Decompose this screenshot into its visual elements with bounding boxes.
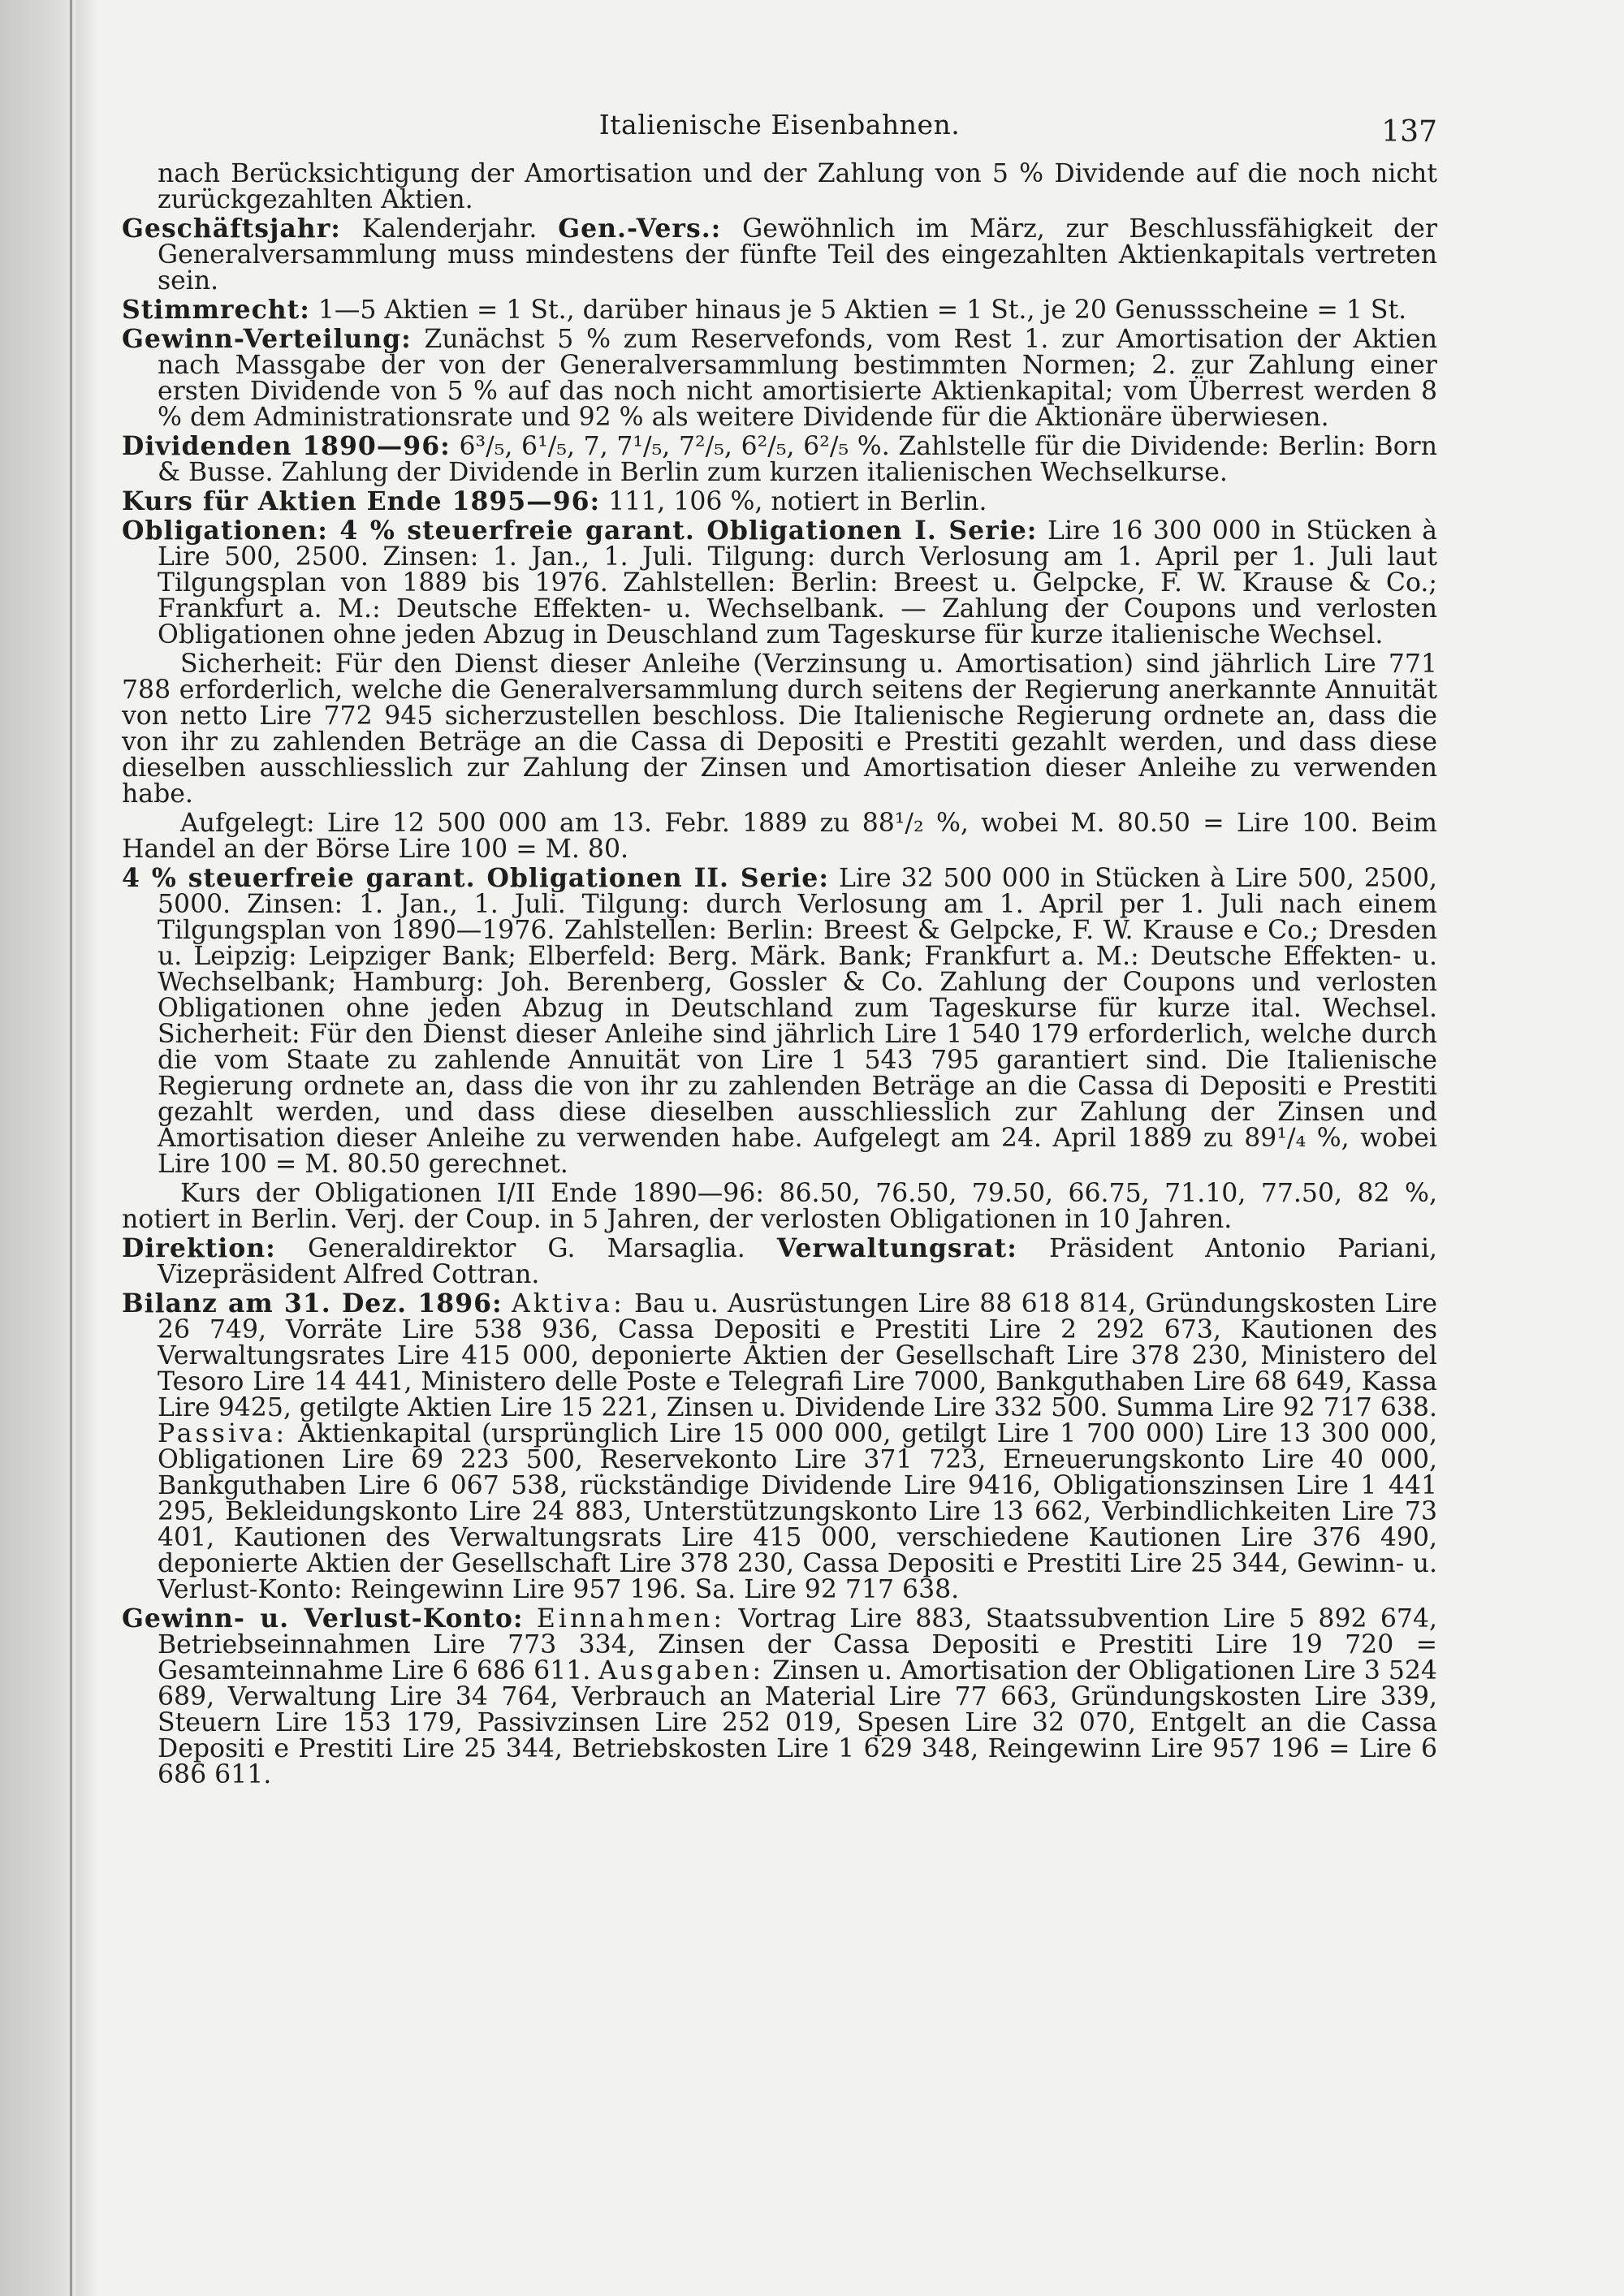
paragraph-gewinn-verteilung — [122, 326, 1437, 430]
entry-label: Kurs für Aktien Ende 1895—96: — [122, 486, 601, 516]
paragraph-dividenden — [122, 431, 1438, 487]
entry-label: Bilanz am 31. Dez. 1896: — [122, 1288, 503, 1318]
einnahmen-label: Einnahmen: — [536, 1604, 726, 1634]
paragraph-continuation — [122, 161, 1437, 213]
aktiva-label: Aktiva: — [511, 1289, 625, 1318]
entry-text: Kalenderjahr. — [361, 214, 538, 244]
entry-label: Dividenden 1890—96: — [122, 431, 451, 461]
passiva-label: Passiva: — [158, 1419, 288, 1448]
entry-text: 1—5 Aktien = 1 St., darüber hinaus je 5 Aktien = 1 St., je 20 Genussscheine = 1 St. — [317, 296, 1407, 325]
page-number: 137 — [1381, 115, 1437, 149]
page-binding-edge — [0, 0, 96, 2296]
entry-text: Zinsen u. Amortisation der Obligationen Lire 3 524 689, Verwaltung Lire 34 764, Verbrauch an Material Lire 77 663, Gründungskosten Lire 339, Steuern Lire 153 179, Passivzinsen Lire 252 019, Spesen Lire 32 070, Entgelt an die Cassa Depositi e Prestiti Lire 25 344, Betriebskosten Lire 1 629 348, Reingewinn Lire 957 196 = Lire 6 686 611. — [158, 1656, 1438, 1789]
entry-label: Stimmrecht: — [122, 295, 310, 325]
entry-label: Gewinn-Verteilung: — [122, 324, 412, 354]
entry-text: Vortrag Lire 883, Staatssubvention Lire 5 892 674, Betriebseinnahmen Lire 773 334, Zinsen der Cassa Depositi e Prestiti Lire 19 720 = Gesamteinnahme Lire 6 686 611. — [158, 1604, 1438, 1685]
running-header — [122, 104, 1437, 161]
entry-label: Gen.-Vers.: — [558, 214, 722, 244]
document-page — [122, 104, 1437, 1791]
entry-text: 111, 106 %, notiert in Berlin. — [608, 487, 987, 516]
paragraph-text: Sicherheit: Für den Dienst dieser Anleihe (Verzinsung u. Amortisation) sind jährlich Lire 771 788 erforderlich, welche die Generalversammlung durch seitens der Regierung anerkannte Annuität von netto Lire 772 945 sicherzustellen beschloss. Die Italienische Regierung ordnete an, dass die von ihr zu zahlenden Beträge an die Cassa di Depositi e Prestiti gezahlt werden, und dass diese dieselben ausschliesslich zur Zahlung der Zinsen und Amortisation dieser Anleihe zu verwenden habe. — [122, 650, 1437, 809]
paragraph-text: Aufgelegt: Lire 12 500 000 am 13. Febr. 1889 zu 88¹/₂ %, wobei M. 80.50 = Lire 100. Beim Handel an der Börse Lire 100 = M. 80. — [122, 809, 1437, 864]
ausgaben-label: Ausgaben: — [598, 1656, 765, 1685]
running-title: Italienische Eisenbahnen. — [598, 109, 961, 140]
entry-label: Verwaltungsrat: — [776, 1233, 1017, 1263]
paragraph-bilanz — [122, 1288, 1437, 1604]
paragraph-kurs-aktien — [122, 486, 1437, 516]
entry-text: Bau u. Ausrüstungen Lire 88 618 814, Gründungskosten Lire 26 749, Vorräte Lire 538 936, Cassa Depositi e Prestiti Lire 2 292 673, Kautionen des Verwaltungsrates Lire 415 000, deponierte Aktien der Gesellschaft Lire 378 230, Ministero del Tesoro Lire 14 441, Ministero delle Poste e Telegrafi Lire 7000, Bankguthaben Lire 68 649, Kassa Lire 9425, getilgte Aktien Lire 15 221, Zinsen u. Dividende Lire 332 500. Summa Lire 92 717 638. — [158, 1289, 1437, 1422]
entry-label: 4 % steuerfreie garant. Obligationen II. Serie: — [122, 863, 829, 893]
paragraph-obligationen-serie-2 — [122, 865, 1437, 1177]
binding-line — [70, 0, 72, 2296]
entry-label: Obligationen: 4 % steuerfreie garant. Obligationen I. Serie: — [122, 516, 1038, 546]
entry-text: Generaldirektor G. Marsaglia. — [307, 1234, 745, 1263]
entry-label: Direktion: — [122, 1233, 276, 1263]
entry-text: 6³/₅, 6¹/₅, 7, 7¹/₅, 7²/₅, 6²/₅, 6²/₅ %. Zahlstelle für die Dividende: Berlin: Born & Busse. Zahlung der Dividende in Berlin zum kurzen italienischen Wechselkurse. — [158, 432, 1438, 487]
entry-text: Zunächst 5 % zum Reservefonds, vom Rest 1. zur Amortisation der Aktien nach Massgabe der von der Generalversammlung bestimmten Normen; 2. zur Zahlung einer ersten Dividende von 5 % auf das noch nicht amortisierte Aktienkapital; vom Überrest werden 8 % dem Administrationsrate und 92 % als weitere Dividende für die Aktionäre überwiesen. — [158, 325, 1438, 432]
paragraph-geschaeftsjahr — [122, 216, 1437, 294]
paragraph-direktion — [122, 1233, 1438, 1289]
paragraph-aufgelegt — [122, 810, 1437, 862]
paragraph-kurs-obligationen — [122, 1180, 1437, 1232]
entry-text: Lire 16 300 000 in Stücken à Lire 500, 2500. Zinsen: 1. Jan., 1. Juli. Tilgung: durch Verlosung am 1. April per 1. Juli laut Tilgungsplan von 1889 bis 1976. Zahlstellen: Berlin: Breest u. Gelpcke, F. W. Krause & Co.; Frankfurt a. M.: Deutsche Effekten- u. Wechselbank. — Zahlung der Coupons und verlosten Obligationen ohne jeden Abzug in Deuschland zum Tageskurse für kurze italienische Wechsel. — [158, 516, 1437, 650]
entry-text: Lire 32 500 000 in Stücken à Lire 500, 2500, 5000. Zinsen: 1. Jan., 1. Juli. Tilgung: durch Verlosung am 1. April per 1. Juli nach einem Tilgungsplan von 1890—1976. Zahlstellen: Berlin: Breest & Gelpcke, F. W. Krause e Co.; Dresden u. Leipzig: Leipziger Bank; Elberfeld: Berg. Märk. Bank; Frankfurt a. M.: Deutsche Effekten- u. Wechselbank; Hamburg: Joh. Berenberg, Gossler & Co. Zahlung der Coupons und verlosten Obligationen ohne jeden Abzug in Deutschland zum Tageskurse für kurze ital. Wechsel. Sicherheit: Für den Dienst dieser Anleihe sind jährlich Lire 1 540 179 erforderlich, welche durch die vom Staate zu zahlende Annuität von Lire 1 543 795 garantiert sind. Die Italienische Regierung ordnete an, dass die von ihr zu zahlenden Beträge an die Cassa di Depositi e Prestiti gezahlt werden, und dass diese dieselben ausschliesslich zur Zahlung der Zinsen und Amortisation dieser Anleihe zu verwenden habe. Aufgelegt am 24. April 1889 zu 89¹/₄ %, wobei Lire 100 = M. 80.50 gerechnet. — [158, 864, 1437, 1179]
paragraph-gewinn-verlust — [122, 1603, 1438, 1789]
paragraph-text: nach Berücksichtigung der Amortisation und der Zahlung von 5 % Dividende auf die noch nicht zurückgezahlten Aktien. — [158, 159, 1437, 214]
entry-label: Gewinn- u. Verlust-Konto: — [122, 1603, 524, 1634]
entry-text: Gewöhnlich im März, zur Beschlussfähigkeit der Generalversammlung muss mindestens der fünfte Teil des eingezahlten Aktienkapitals vertreten sein. — [158, 214, 1437, 296]
paragraph-sicherheit — [122, 651, 1437, 807]
paragraph-text: Kurs der Obligationen I/II Ende 1890—96: 86.50, 76.50, 79.50, 66.75, 71.10, 77.50, 82 %, notiert in Berlin. Verj. der Coup. in 5 Jahren, der verlosten Obligationen in 10 Jahren. — [122, 1179, 1437, 1234]
entry-label: Geschäftsjahr: — [122, 214, 341, 244]
entry-text: Aktienkapital (ursprünglich Lire 15 000 000, getilgt Lire 1 700 000) Lire 13 300 000, Obligationen Lire 69 223 500, Reservekonto Lire 371 723, Erneuerungskonto Lire 40 000, Bankguthaben Lire 6 067 538, rückständige Dividende Lire 9416, Obligationszinsen Lire 1 441 295, Bekleidungskonto Lire 24 883, Unterstützungskonto Lire 13 662, Verbindlichkeiten Lire 73 401, Kautionen des Verwaltungsrats Lire 415 000, verschiedene Kautionen Lire 376 490, deponierte Aktien der Gesellschaft Lire 378 230, Cassa Depositi e Prestiti Lire 25 344, Gewinn- u. Verlust-Konto: Reingewinn Lire 957 196. Sa. Lire 92 717 638. — [158, 1419, 1437, 1604]
entry-text: Präsident Antonio Pariani, Vizepräsident Alfred Cottran. — [158, 1234, 1438, 1289]
paragraph-obligationen-serie-1 — [122, 518, 1437, 648]
paragraph-stimmrecht — [122, 297, 1437, 323]
